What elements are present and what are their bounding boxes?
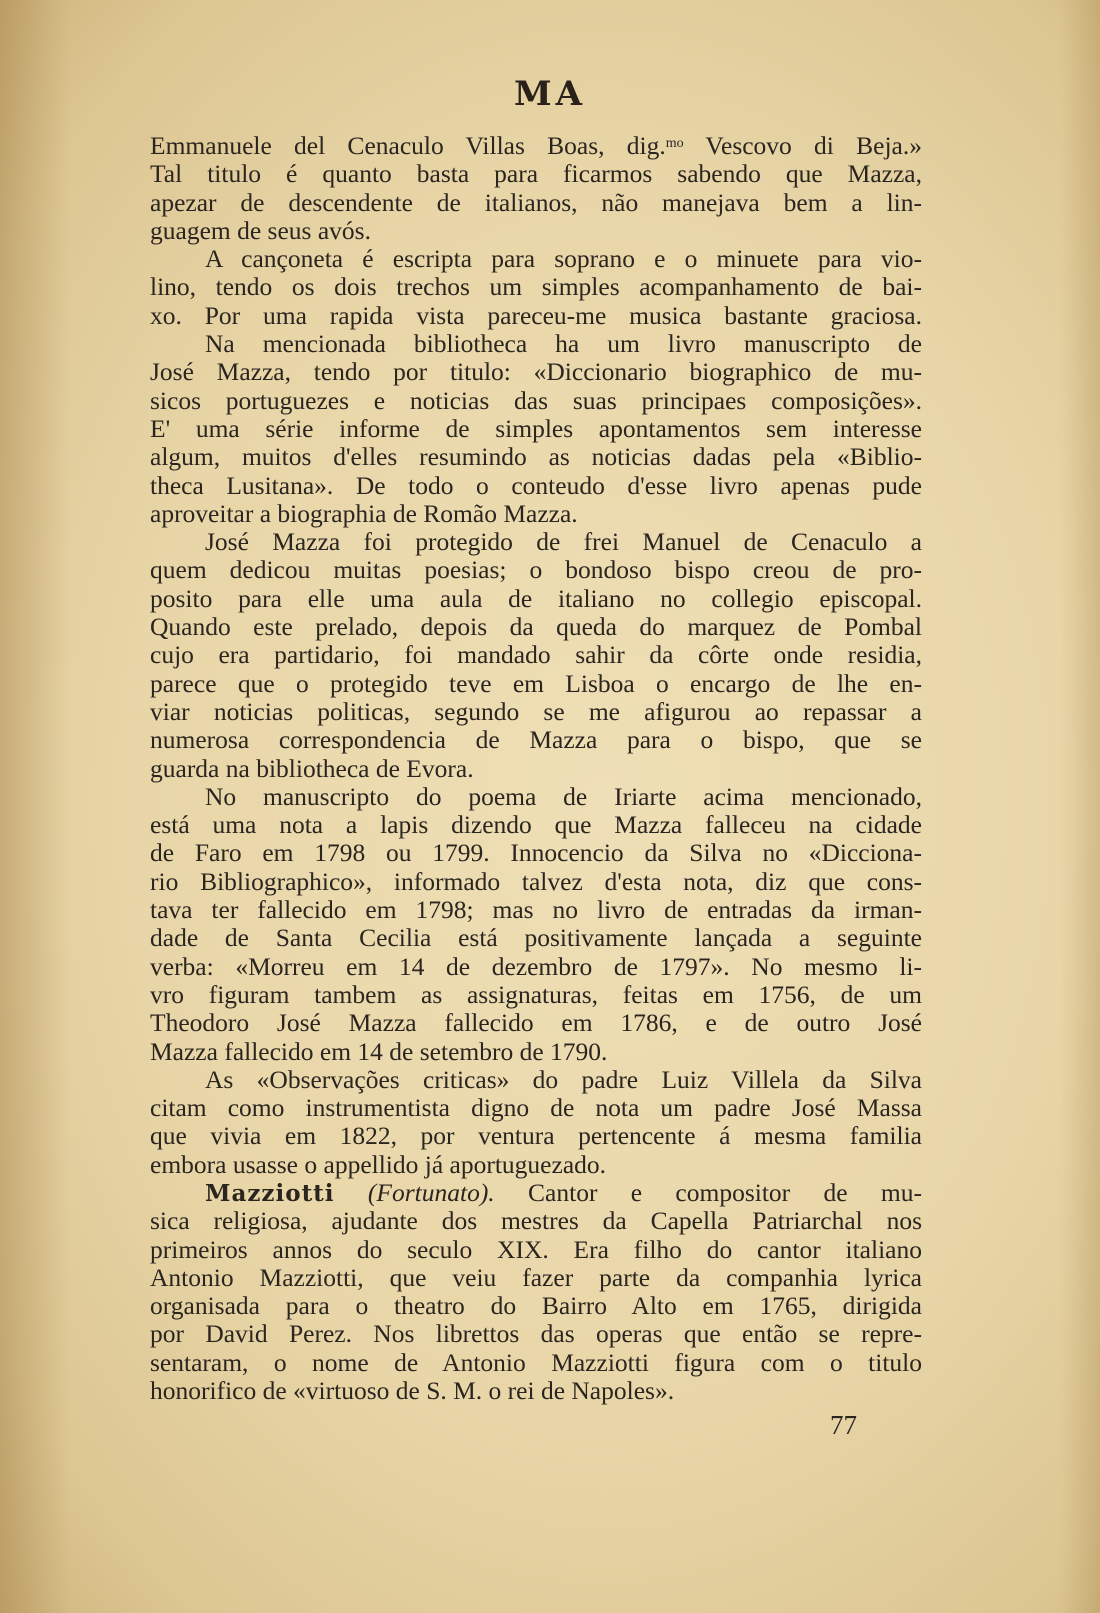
text-line: algum, muitos d'elles resumindo as noticias dadas pela «Biblio-	[150, 442, 922, 472]
text-line: vro figuram tambem as assignaturas, feitas em 1756, de um	[150, 979, 922, 1009]
text-line: aproveitar a biographia de Romão Mazza.	[150, 498, 578, 528]
text-line: Theodoro José Mazza fallecido em 1786, e de outro José	[150, 1008, 922, 1038]
text-line: As «Observações criticas» do padre Luiz Villela da Silva	[205, 1064, 922, 1094]
text-line: quem dedicou muitas poesias; o bondoso bispo creou de pro-	[150, 555, 922, 585]
text-line: tava ter fallecido em 1798; mas no livro de entradas da irman-	[150, 895, 922, 925]
text-line: Mazza fallecido em 14 de setembro de 1790.	[150, 1036, 608, 1066]
text-line: citam como instrumentista digno de nota um padre José Massa	[150, 1093, 922, 1123]
text-line: Na mencionada bibliotheca ha um livro manuscripto de	[205, 329, 922, 359]
text-line: lino, tendo os dois trechos um simples acompanhamento de bai-	[150, 272, 922, 302]
text-line: numerosa correspondencia de Mazza para o bispo, que se	[150, 725, 922, 755]
text-line: A cançoneta é escripta para soprano e o minuete para vio-	[205, 244, 922, 274]
text-line: dade de Santa Cecilia está positivamente lançada a seguinte	[150, 923, 922, 953]
text-line: primeiros annos do seculo XIX. Era filho do cantor italiano	[150, 1234, 922, 1264]
page-edge-shadow-left	[0, 0, 70, 1613]
text-line: verba: «Morreu em 14 de dezembro de 1797». No mesmo li-	[150, 951, 922, 981]
text-line: organisada para o theatro do Bairro Alto em 1765, dirigida	[150, 1291, 922, 1321]
text-line: sentaram, o nome de Antonio Mazziotti figura com o titulo	[150, 1347, 922, 1377]
text-line: por David Perez. Nos librettos das operas que então se repre-	[150, 1319, 922, 1349]
text-line: parece que o protegido teve em Lisboa o encargo de lhe en-	[150, 668, 922, 698]
text-line: guarda na bibliotheca de Evora.	[150, 753, 474, 783]
text-line: xo. Por uma rapida vista pareceu-me musica bastante graciosa.	[150, 300, 922, 330]
text-line: José Mazza, tendo por titulo: «Diccionario biographico de mu-	[150, 357, 922, 387]
text-line: Tal titulo é quanto basta para ficarmos sabendo que Mazza,	[150, 159, 922, 189]
text-line: Emmanuele del Cenaculo Villas Boas, dig.$^{mo}$ Vescovo di Beja.»	[150, 131, 922, 160]
text-line: José Mazza foi protegido de frei Manuel de Cenaculo a	[205, 527, 922, 557]
text-line: de Faro em 1798 ou 1799. Innocencio da Silva no «Dicciona-	[150, 838, 922, 868]
text-line: que vivia em 1822, por ventura pertencente á mesma familia	[150, 1121, 922, 1151]
text-line: sica religiosa, ajudante dos mestres da Capella Patriarchal nos	[150, 1206, 922, 1236]
text-line: Quando este prelado, depois da queda do marquez de Pombal	[150, 612, 922, 642]
text-line: apezar de descendente de italianos, não manejava bem a lin-	[150, 187, 922, 217]
text-line: Antonio Mazziotti, que veiu fazer parte da companhia lyrica	[150, 1262, 922, 1292]
entry-given-name: (Fortunato).	[334, 1177, 495, 1207]
text-line: guagem de seus avós.	[150, 215, 371, 245]
text-line: theca Lusitana». De todo o conteudo d'esse livro apenas pude	[150, 470, 922, 500]
page-edge-shadow-right	[1060, 0, 1100, 1613]
body-text	[150, 132, 922, 1405]
text-line: posito para elle uma aula de italiano no collegio episcopal.	[150, 583, 922, 613]
entry-heading-line: Mazziotti (Fortunato). Cantor e compositor de mu-	[205, 1177, 922, 1207]
text-line: E' uma série informe de simples apontamentos sem interesse	[150, 413, 922, 443]
text-line: cujo era partidario, foi mandado sahir da côrte onde residia,	[150, 640, 922, 670]
text-line: honorifico de «virtuoso de S. M. o rei de Napoles».	[150, 1376, 675, 1406]
text-line: embora usasse o appellido já aportuguezado.	[150, 1149, 607, 1179]
running-title: MA	[513, 74, 586, 114]
entry-name: Mazziotti	[205, 1179, 335, 1207]
text-line: está uma nota a lapis dizendo que Mazza falleceu na cidade	[150, 810, 922, 840]
page-number: 77	[830, 1410, 857, 1440]
text-line: viar noticias politicas, segundo se me afigurou ao repassar a	[150, 696, 922, 726]
text-line: rio Bibliographico», informado talvez d'esta nota, diz que cons-	[150, 866, 922, 896]
text-line: No manuscripto do poema de Iriarte acima mencionado,	[205, 781, 922, 811]
text-line: sicos portuguezes e noticias das suas principaes composições».	[150, 385, 922, 415]
